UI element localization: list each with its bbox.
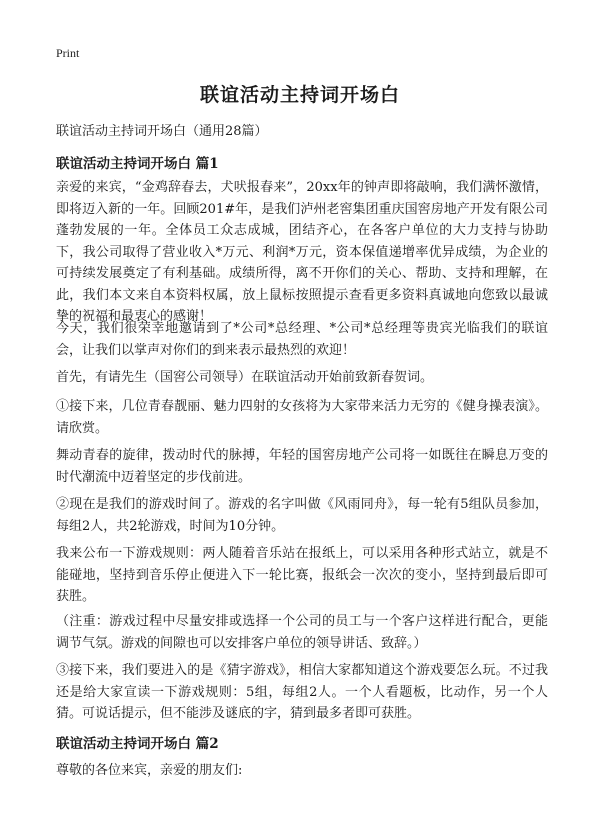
paragraph-intro: 亲爱的来宾，“金鸡辞春去，犬吠报春来”，20xx年的钟声即将敲响，我们满怀激情，即将迈入新的一年。回顾201#年，是我们泸州老窖集团重庆国窖房地产开发有限公司蓬勃发展的一年。全体员工众志成城，团结齐心，在各客户单位的大力支持与协助下，我公司取得了营业收入*万元、利润*万元，资本保值递增率优异成绩，为企业的可持续发展奠定了有利基础。成绩所得，离不开你们的关心、帮助、支持和理解，在此，我们本文来自本资料权属，放上鼠标按照提示查看更多资料真诚地向您致以最诚挚的祝福和最衷心的感谢！ [56, 180, 548, 324]
paragraph-welcome: 今天，我们很荣幸地邀请到了*公司*总经理、*公司*总经理等贵宾光临我们的联谊会，让我们以掌声对你们的到来表示最热烈的欢迎！ [56, 321, 548, 358]
section-heading-2: 联谊活动主持词开场白 篇2 [56, 736, 219, 752]
paragraph-game-1: ②现在是我们的游戏时间了。游戏的名字叫做《风雨同舟》，每一轮有5组队员参加，每组2人，共2轮游戏，时间为10分钟。 [56, 497, 548, 534]
paragraph-game-rules: 我来公布一下游戏规则：两人随着音乐站在报纸上，可以采用各种形式站立，就是不能碰地，坚持到音乐停止便进入下一轮比赛，报纸会一次次的变小，坚持到最后即可获胜。 [56, 546, 548, 604]
paragraph-transition: 舞动青春的旋律，拨动时代的脉搏，年轻的国窖房地产公司将一如既往在瞬息万变的时代潮流中迈着坚定的步伐前进。 [56, 448, 548, 485]
section-heading-1: 联谊活动主持词开场白 篇1 [56, 156, 219, 172]
paragraph-note: （注重：游戏过程中尽量安排或选择一个公司的员工与一个客户这样进行配合，更能调节气氛。游戏的间隙也可以安排客户单位的领导讲话、致辞。） [56, 614, 548, 651]
document-subtitle: 联谊活动主持词开场白（通用28篇） [56, 124, 268, 139]
paragraph-program-1: ①接下来，几位青春靓丽、魅力四射的女孩将为大家带来活力无穷的《健身操表演》。请欣赏。 [56, 399, 548, 436]
print-label[interactable]: Print [56, 46, 80, 60]
paragraph-first: 首先，有请先生（国窖公司领导）在联谊活动开始前致新春贺词。 [56, 370, 434, 385]
page-title: 联谊活动主持词开场白 [199, 84, 400, 106]
paragraph-greeting: 尊敬的各位来宾，亲爱的朋友们: [56, 763, 243, 778]
paragraph-game-2: ③接下来，我们要进入的是《猜字游戏》，相信大家都知道这个游戏要怎么玩。不过我还是给大家宣读一下游戏规则：5组，每组2人。一个人看题板，比动作，另一个人猜。可说话提示，但不能涉及谜底的字，猜到最多者即可获胜。 [56, 663, 548, 721]
